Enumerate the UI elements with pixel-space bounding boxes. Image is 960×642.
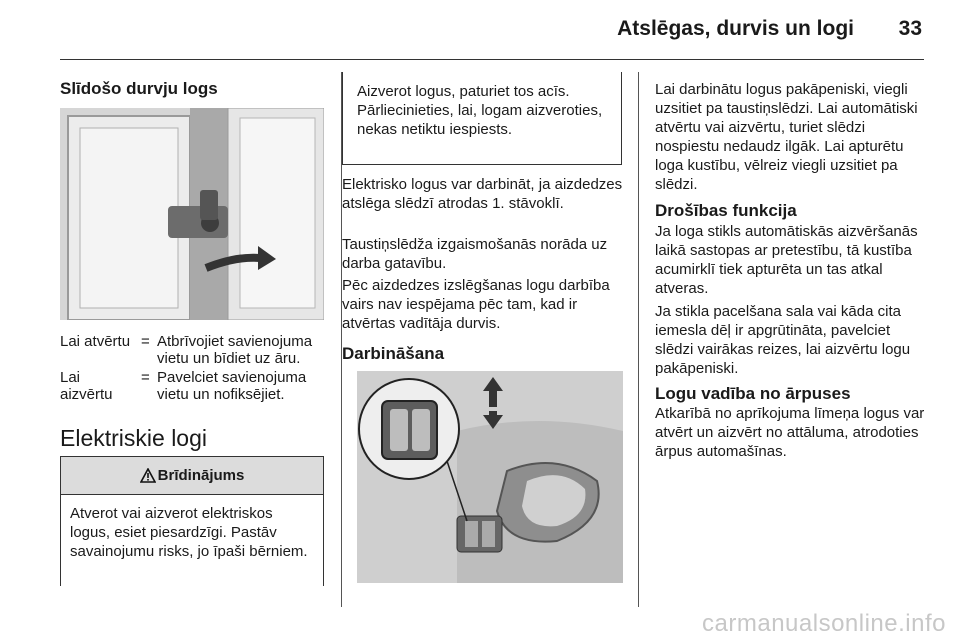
window-switch-image bbox=[357, 371, 623, 583]
paragraph-operation-intro: Lai darbinātu logus pakāpeniski, viegli uzsitiet pa taustiņslēdzi. Lai automātiski atvērtu vai aizvērtu, turiet slēdzi nospiestu nedaudz ilgāk. Lai apturētu loga kustību, vēlreiz viegli uzsitiet pa slēdzi. bbox=[655, 81, 918, 193]
window-switch-panel-illustration bbox=[357, 371, 623, 583]
warning-box bbox=[60, 456, 324, 586]
note-text: Aizverot logus, paturiet tos acīs. Pārliecinieties, lai, logam aizveroties, nekas netiktu iespiests. bbox=[357, 83, 603, 138]
section-title-sliding-window: Slīdošo durvju logs bbox=[60, 79, 218, 98]
header-title: Atslēgas, durvis un logi bbox=[617, 17, 854, 40]
paragraph-ignition: Elektrisko logus var darbināt, ja aizdedzes atslēga slēdzī atrodas 1. stāvoklī. bbox=[342, 176, 623, 212]
column-divider-2 bbox=[638, 72, 639, 607]
paragraph-illumination: Taustiņslēdža izgaismošanās norāda uz darba gatavību. bbox=[342, 236, 608, 272]
sliding-door-window-latch-illustration bbox=[60, 108, 324, 320]
warning-title: Brīdinājums bbox=[157, 467, 245, 484]
definition-term: Lai atvērtu bbox=[60, 333, 131, 350]
paragraph-after-ignition: Pēc aizdedzes izslēgšanas logu darbība vairs nav iespējama pēc tam, kad ir atvērtas vadītāja durvis. bbox=[342, 277, 610, 332]
warning-triangle-icon bbox=[140, 468, 156, 483]
definition-description: Pavelciet savienojuma vietu un nofiksējiet. bbox=[157, 369, 307, 403]
page-header bbox=[60, 0, 924, 60]
warning-header bbox=[61, 457, 323, 495]
section-title-operation: Darbināšana bbox=[342, 344, 445, 363]
paragraph-safety-2: Ja stikla pacelšana sala vai kāda cita iemesla dēļ ir apgrūtināta, pavelciet slēdzi vairākas reizes, lai aizvērtu logu pakāpeniski. bbox=[655, 303, 911, 377]
definition-separator: = bbox=[141, 333, 150, 350]
sliding-window-image bbox=[60, 108, 324, 320]
warning-text: Atverot vai aizverot elektriskos logus, esiet piesardzīgi. Pastāv savainojumu risks, jo īpaši bērniem. bbox=[70, 505, 308, 560]
heading-electric-windows: Elektriskie logi bbox=[60, 425, 207, 451]
definition-term: Lai aizvērtu bbox=[60, 369, 113, 403]
watermark: carmanualsonline.info bbox=[702, 610, 946, 637]
paragraph-safety-1: Ja loga stikls automātiskās aizvēršanās laikā sastopas ar pretestību, tā kustība acumirklī tiek apturēta un tas atkal atveras. bbox=[655, 223, 918, 297]
section-title-remote: Logu vadība no ārpuses bbox=[655, 384, 851, 403]
page-number: 33 bbox=[898, 17, 922, 40]
paragraph-remote: Atkarībā no aprīkojuma līmeņa logus var atvērt un aizvērt no attāluma, atrodoties ārpus automašīnas. bbox=[655, 405, 925, 460]
definition-description: Atbrīvojiet savienojuma vietu un bīdiet uz āru. bbox=[157, 333, 313, 367]
definition-separator: = bbox=[141, 369, 150, 386]
section-title-safety: Drošības funkcija bbox=[655, 201, 797, 220]
note-box bbox=[342, 72, 622, 165]
